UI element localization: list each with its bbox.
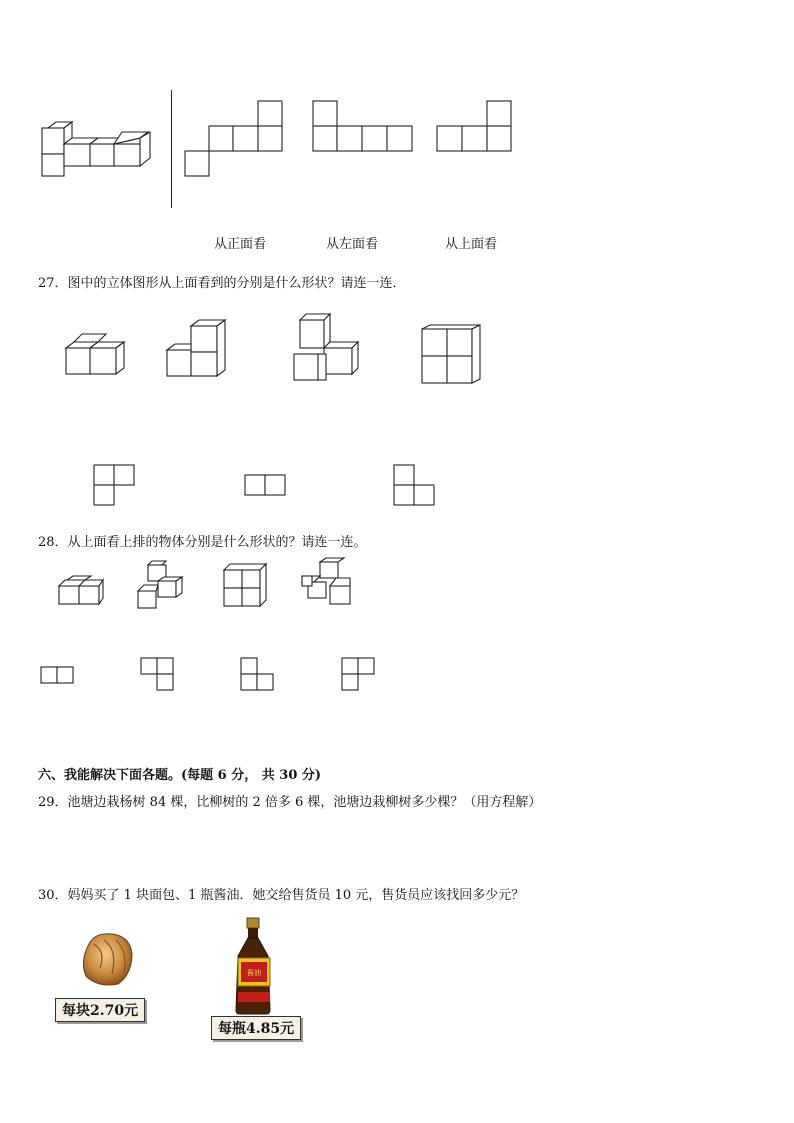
section-6-heading: 六、我能解决下面各题。(每题 6 分， 共 30 分) xyxy=(38,768,322,783)
q29-question: 29．池塘边栽杨树 84 棵，比柳树的 2 倍多 6 棵，池塘边栽柳树多少棵？（用方程解） xyxy=(38,795,542,810)
q27-solid-4 xyxy=(420,325,485,387)
q28-solid-3 xyxy=(222,564,270,608)
q30-question: 30．妈妈买了 1 块面包、1 瓶酱油．她交给售货员 10 元，售货员应该找回多少元？ xyxy=(38,888,525,903)
q26-top-view xyxy=(436,100,516,155)
bread-image xyxy=(78,930,134,988)
soy-sauce-bottle-image xyxy=(232,918,276,1016)
q28-solid-4 xyxy=(300,556,355,608)
q26-label-left: 从左面看 xyxy=(326,237,379,252)
q26-label-front: 从正面看 xyxy=(214,237,267,252)
bread-price-tag: 每块2.70元 xyxy=(55,998,145,1022)
q27-solid-1 xyxy=(64,332,129,380)
q28-solid-1 xyxy=(57,574,107,608)
q28-shape-a xyxy=(40,666,78,686)
soy-price-tag: 每瓶4.85元 xyxy=(211,1016,301,1040)
soy-sauce-label: 酱油 xyxy=(247,969,261,977)
q27-solid-3 xyxy=(292,312,364,384)
q26-front-view xyxy=(183,100,288,180)
q28-question: 28．从上面看上排的物体分别是什么形状的？请连一连。 xyxy=(38,535,367,550)
q27-solid-2 xyxy=(165,318,230,384)
q26-divider xyxy=(171,90,172,208)
q28-shape-d xyxy=(341,657,379,695)
q26-left-view xyxy=(312,100,417,155)
q27-shape-a xyxy=(93,464,138,509)
q27-shape-c xyxy=(393,464,438,509)
q27-shape-b xyxy=(244,474,289,499)
q28-shape-b xyxy=(140,657,178,695)
q28-shape-c xyxy=(240,657,278,695)
q28-solid-2 xyxy=(136,561,188,611)
q27-question: 27．图中的立体图形从上面看到的分别是什么形状？请连一连． xyxy=(38,276,406,291)
q26-solid-figure xyxy=(40,120,160,180)
q26-label-top: 从上面看 xyxy=(445,237,498,252)
